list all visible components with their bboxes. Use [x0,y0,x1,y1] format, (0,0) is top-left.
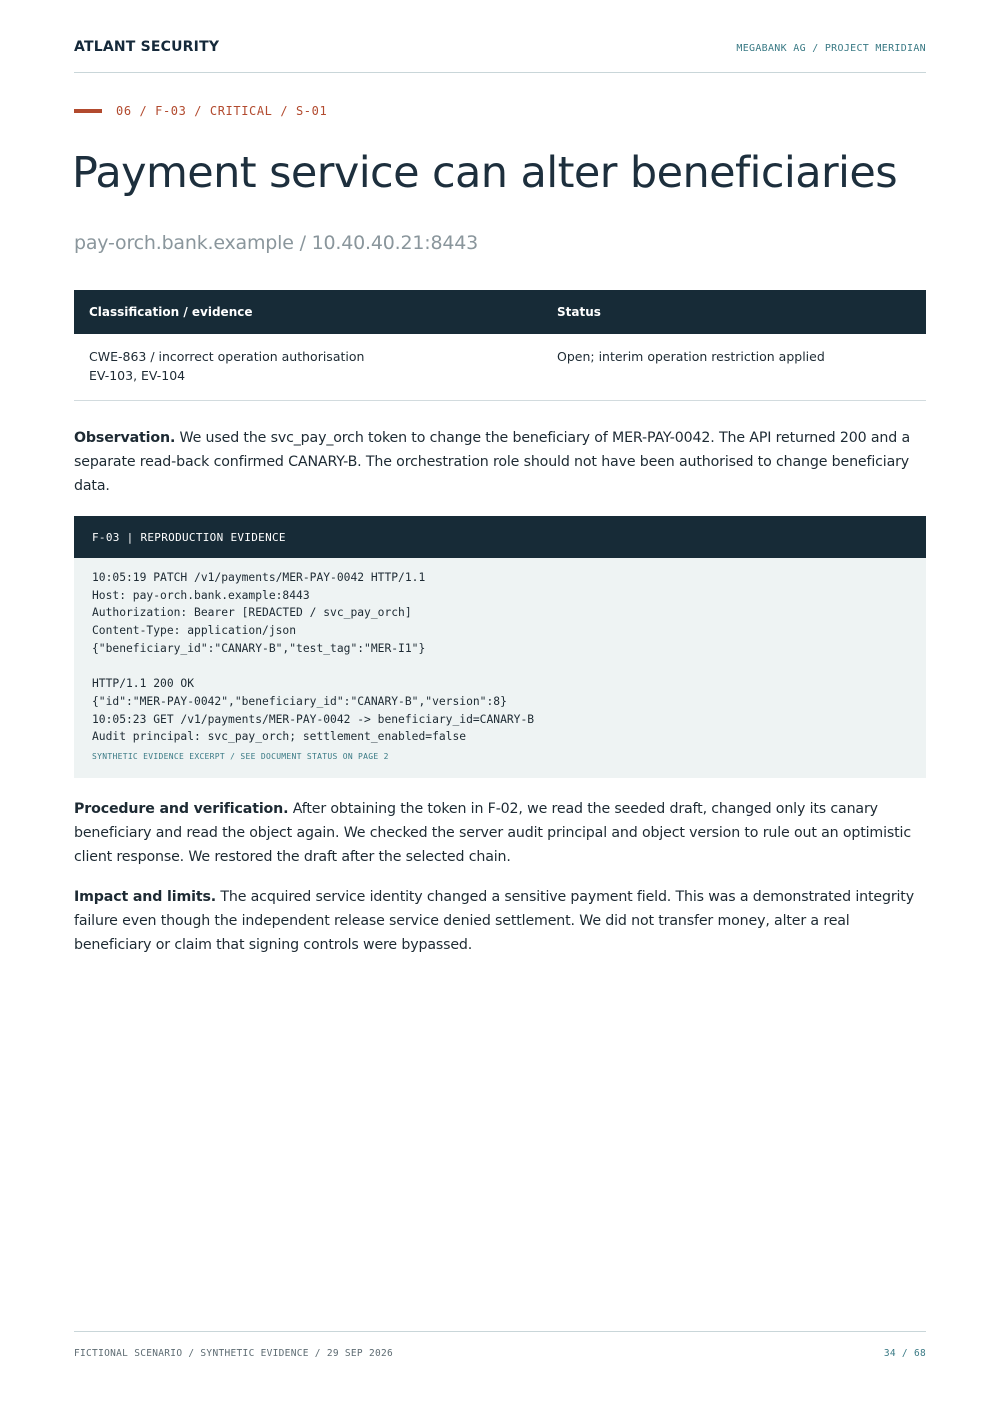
evidence-line [92,657,908,675]
reproduction-evidence-block [74,516,926,778]
evidence-line: Host: pay-orch.bank.example:8443 [92,588,310,602]
kicker-accent-bar [74,109,102,113]
table-row [74,334,926,401]
page-number: 34 / 68 [883,1348,926,1359]
impact-paragraph [74,885,926,957]
procedure-text: After obtaining the token in F-02, we read the seeded draft, changed only its canary beneficiary and read the object again. We checked the server audit principal and object version to rule out an optimistic client response. We restored the draft after the selected chain. [74,801,911,865]
classification-table [74,290,926,401]
evidence-code [74,558,926,778]
evidence-line: Content-Type: application/json [92,624,297,638]
brand-name: ATLANT SECURITY [74,39,220,55]
finding-target: pay-orch.bank.example / 10.40.40.21:8443 [74,232,478,254]
classification-evidence-ids: EV-103, EV-104 [89,368,186,383]
client-project: MEGABANK AG / PROJECT MERIDIAN [736,43,926,54]
page-footer [74,1331,926,1359]
procedure-label: Procedure and verification. [74,801,289,817]
observation-text: We used the svc_pay_orch token to change the beneficiary of MER-PAY-0042. The API returned 200 and a separate read-back confirmed CANARY-B. The orchestration role should not have been authorised to change beneficiary data. [74,430,911,494]
evidence-line: Authorization: Bearer [REDACTED / svc_pay_orch] [92,606,412,620]
status-cell: Open; interim operation restriction applied [542,334,926,401]
procedure-paragraph [74,797,926,869]
observation-label: Observation. [74,430,176,446]
evidence-line: Audit principal: svc_pay_orch; settlement_enabled=false [92,730,467,744]
classification-cell [74,334,542,401]
evidence-line: 10:05:19 PATCH /v1/payments/MER-PAY-0042 HTTP/1.1 [92,571,426,584]
evidence-title: F-03 | REPRODUCTION EVIDENCE [74,516,926,558]
table-header-row [74,290,926,334]
impact-text: The acquired service identity changed a sensitive payment field. This was a demonstrated integrity failure even though the independent release service denied settlement. We did not transfer money, alter a real beneficiary or claim that signing controls were bypassed. [74,889,914,953]
finding-title: Payment service can alter beneficiaries [72,148,898,198]
evidence-line: 10:05:23 GET /v1/payments/MER-PAY-0042 -> beneficiary_id=CANARY-B [92,712,535,726]
column-header-status: Status [542,290,926,334]
footer-disclaimer: FICTIONAL SCENARIO / SYNTHETIC EVIDENCE / 29 SEP 2026 [74,1348,394,1359]
evidence-line: {"beneficiary_id":"CANARY-B","test_tag":"MER-I1"} [92,641,426,655]
classification-cwe: CWE-863 / incorrect operation authorisation [89,349,365,364]
column-header-classification: Classification / evidence [74,290,542,334]
page-header [74,38,926,73]
evidence-line: HTTP/1.1 200 OK [92,677,195,691]
observation-paragraph [74,426,926,498]
evidence-note: SYNTHETIC EVIDENCE EXCERPT / SEE DOCUMENT STATUS ON PAGE 2 [92,751,389,761]
report-page [74,0,926,1415]
impact-label: Impact and limits. [74,889,216,905]
evidence-line: {"id":"MER-PAY-0042","beneficiary_id":"CANARY-B","version":8} [92,694,507,708]
finding-reference: 06 / F-03 / CRITICAL / S-01 [116,104,328,118]
finding-kicker [74,104,327,118]
